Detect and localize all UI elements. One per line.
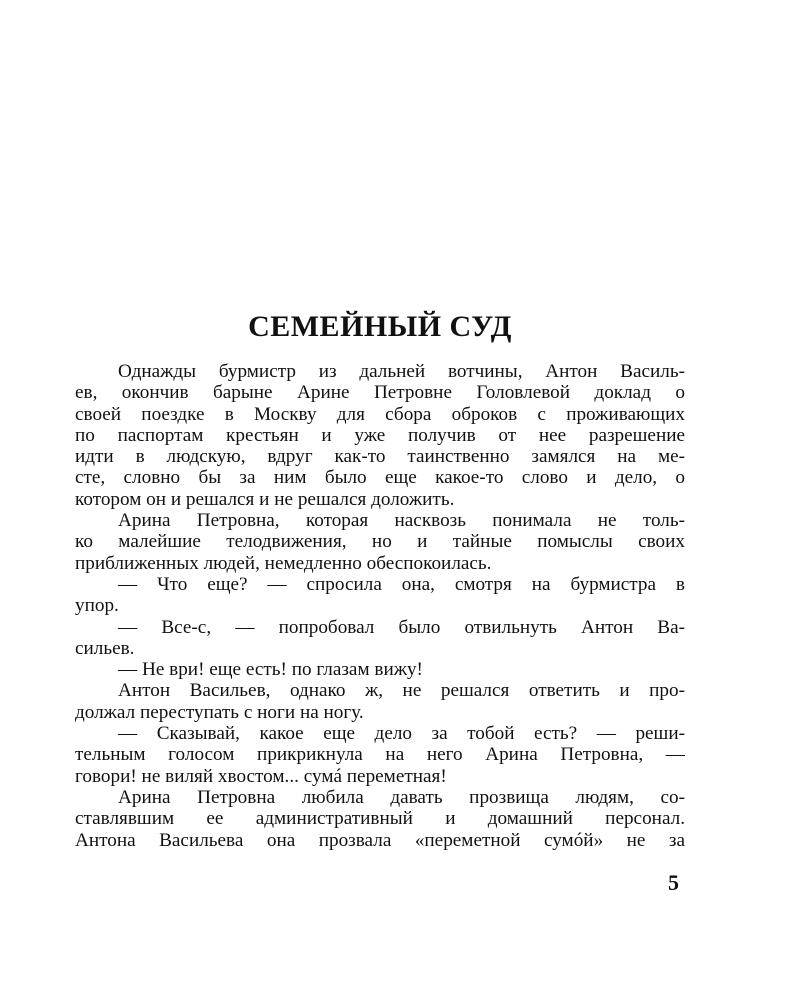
text-line: Антона Васильева она прозвала «переметной сумóй» не за bbox=[75, 829, 685, 851]
text-line: тельным голосом прикрикнула на него Арина Петровна, — bbox=[75, 744, 685, 766]
text-line: Арина Петровна, которая насквозь понимала не толь- bbox=[118, 510, 685, 532]
text-line: приближенных людей, немедленно обеспокоилась. bbox=[75, 552, 492, 574]
text-line: Однажды бурмистр из дальней вотчины, Антон Василь- bbox=[118, 361, 685, 382]
text-line: сильев. bbox=[75, 637, 135, 659]
text-line: своей поездке в Москву для сбора оброков с проживающих bbox=[75, 403, 685, 425]
text-line: — Все-с, — попробовал было отвильнуть Антон Ва- bbox=[118, 616, 685, 638]
text-line: — Что еще? — спросила она, смотря на бурмистра в bbox=[118, 573, 685, 595]
text-line: Арина Петровна любила давать прозвища людям, со- bbox=[118, 786, 685, 808]
text-line: ко малейшие телодвижения, но и тайные помыслы своих bbox=[75, 531, 685, 553]
text-line: ев, окончив барыне Арине Петровне Головлевой доклад о bbox=[75, 382, 685, 404]
text-line: сте, словно бы за ним было еще какое-то слово и дело, о bbox=[75, 467, 685, 489]
text-line: упор. bbox=[75, 595, 119, 617]
page-number: 5 bbox=[668, 870, 679, 895]
text-line: идти в людскую, вдруг как-то таинственно замялся на ме- bbox=[75, 446, 685, 468]
text-line: Антон Васильев, однако ж, не решался ответить и про- bbox=[118, 680, 685, 702]
text-line: по паспортам крестьян и уже получив от нее разрешение bbox=[75, 424, 685, 446]
chapter-text bbox=[75, 361, 685, 851]
text-line: говори! не виляй хвостом... сумá переметная! bbox=[75, 765, 447, 787]
chapter-title: СЕМЕЙНЫЙ СУД bbox=[248, 310, 512, 343]
text-line: ставлявшим ее административный и домашний персонал. bbox=[75, 808, 685, 830]
text-line: — Сказывай, какое еще дело за тобой есть? — реши- bbox=[118, 723, 685, 745]
text-line: должал переступать с ноги на ногу. bbox=[75, 701, 364, 723]
text-line: котором он и решался и не решался доложить. bbox=[75, 488, 455, 510]
text-line: — Не ври! еще есть! по глазам вижу! bbox=[118, 659, 423, 681]
